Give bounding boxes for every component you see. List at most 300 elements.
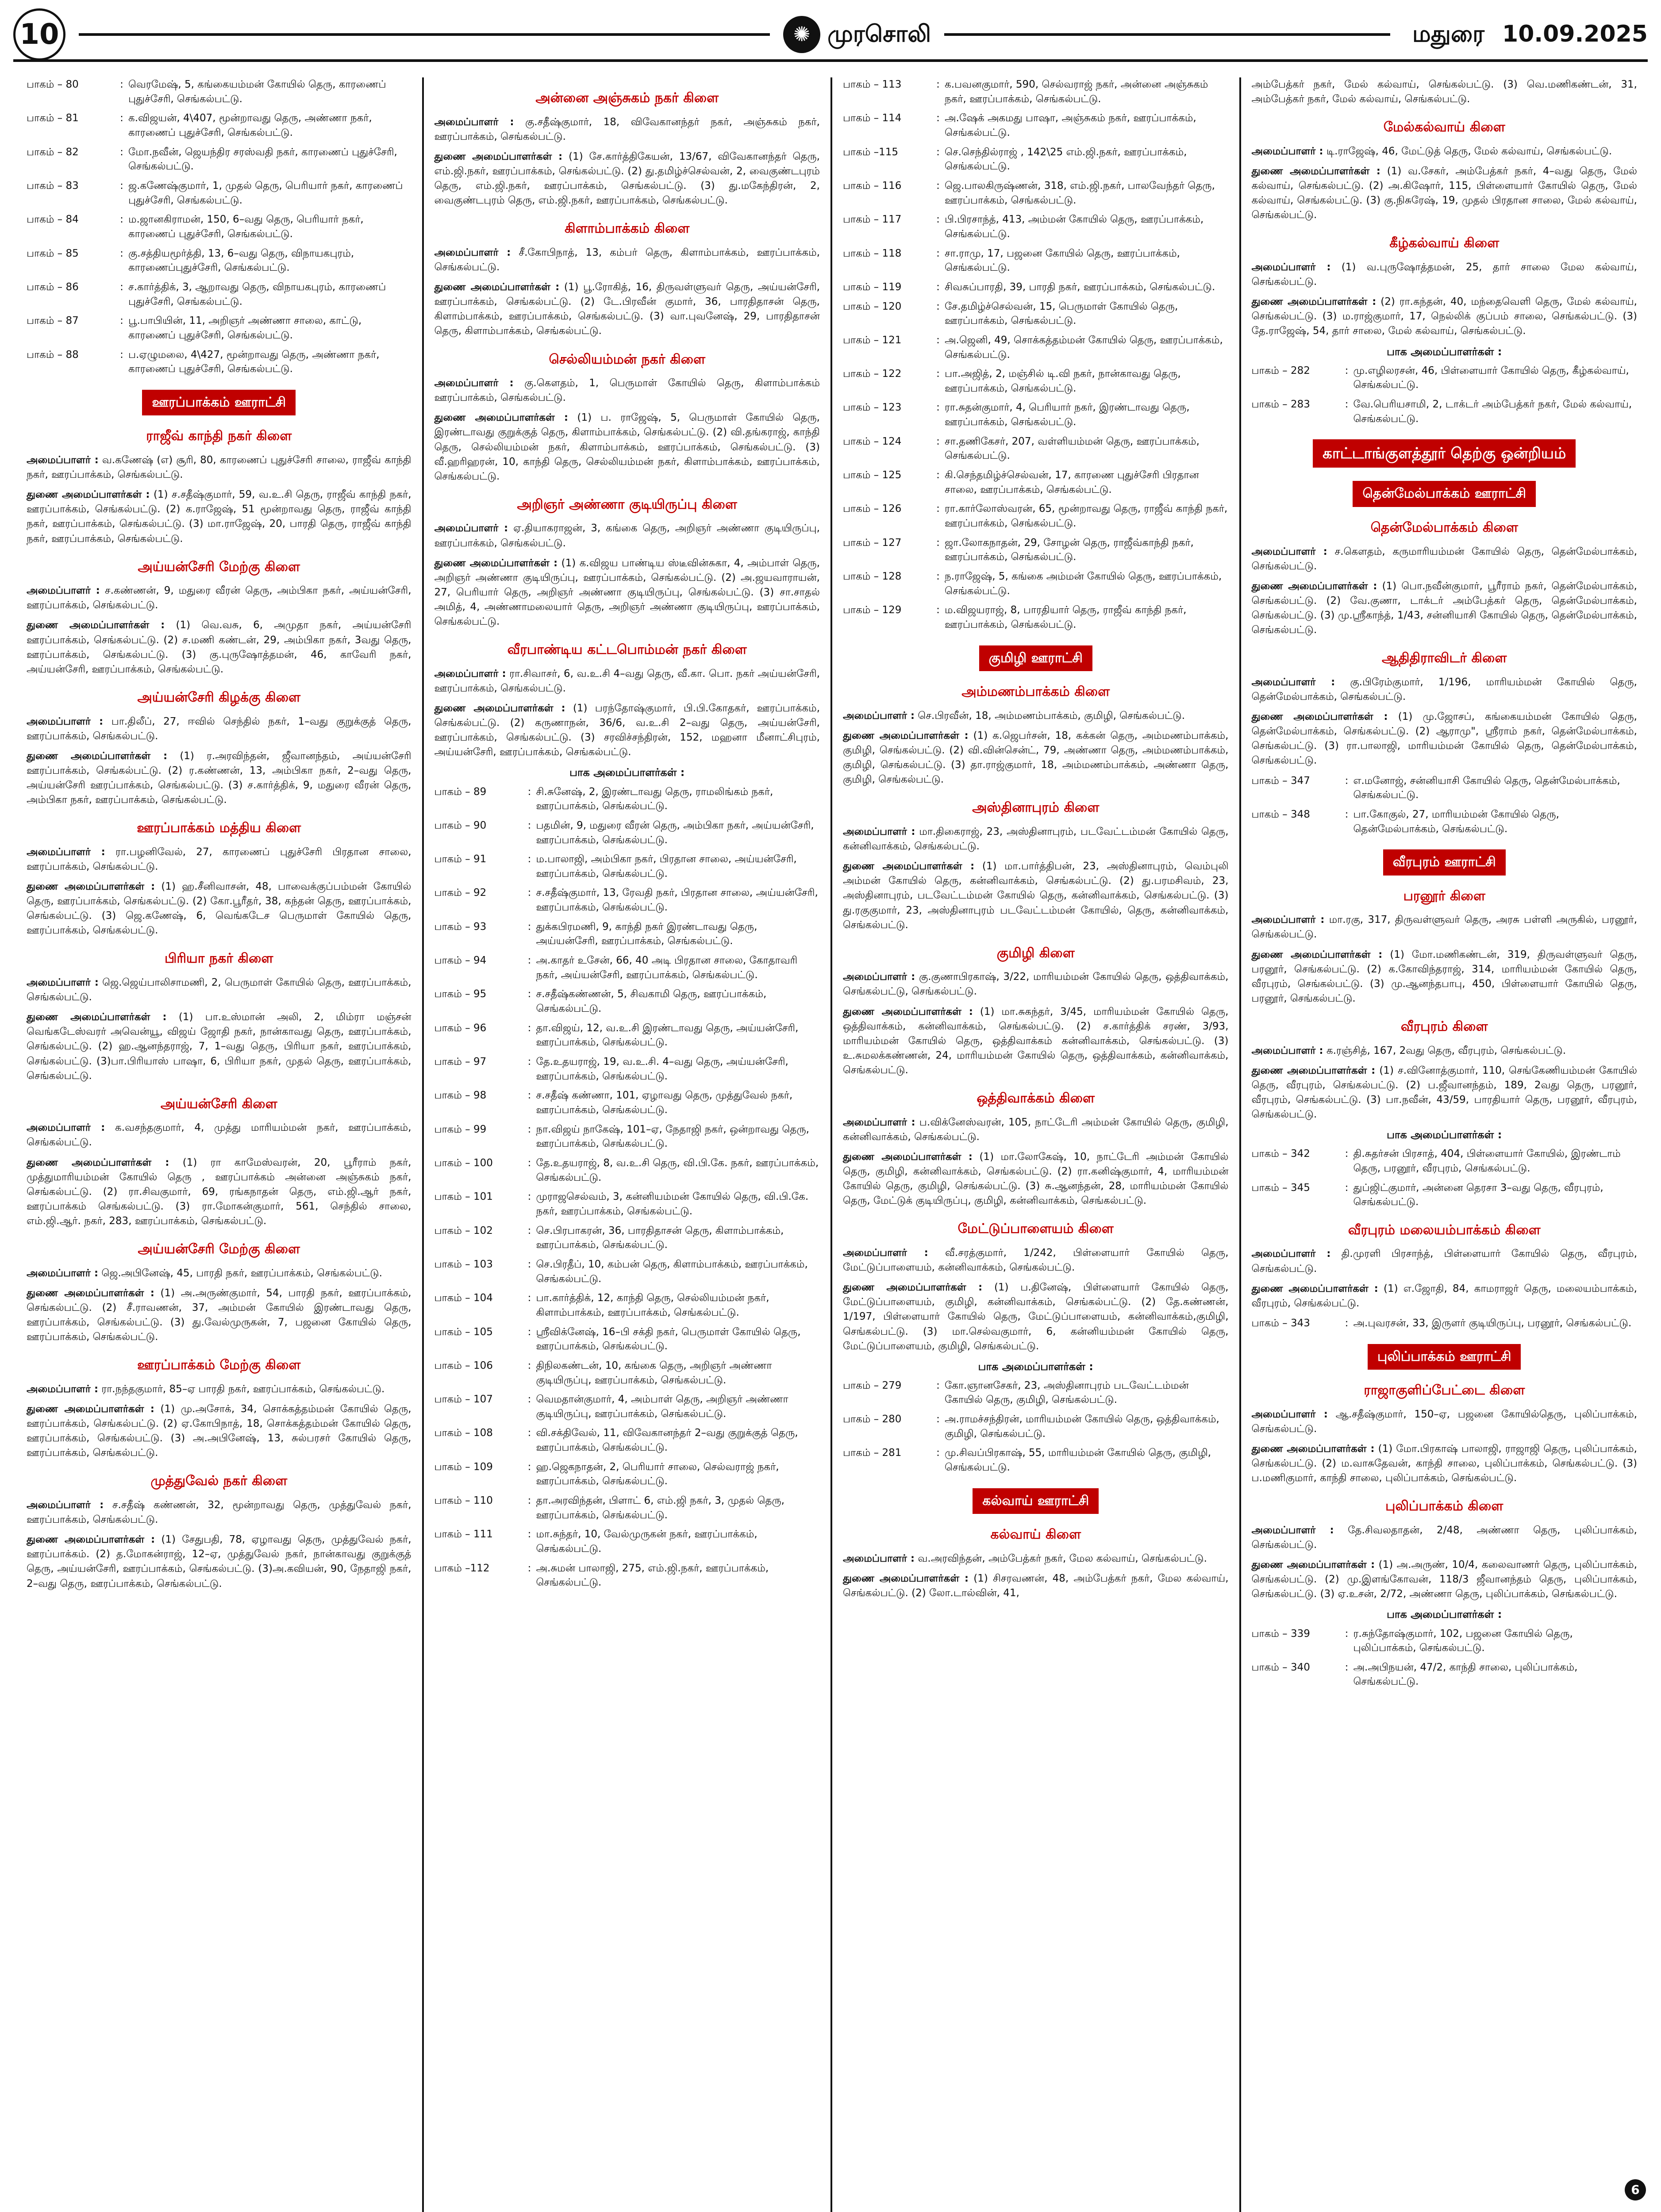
organizer-label: அமைப்பாளர் :	[27, 1122, 105, 1134]
organizer-label: அமைப்பாளர் :	[1251, 676, 1335, 688]
deputy-label: துணை அமைப்பாளர்கள் :	[843, 860, 975, 872]
organizer-paragraph	[1252, 1523, 1638, 1552]
column-2	[422, 77, 831, 2212]
section-subheading: பாக அமைப்பாளர்கள் :	[1387, 345, 1502, 358]
booth-number: பாகம் – 340	[1251, 1661, 1310, 1673]
booth-entry	[434, 818, 820, 847]
booth-number: பாகம் – 92	[434, 887, 487, 899]
booth-number: பாகம் – 97	[434, 1056, 487, 1068]
booth-entry	[27, 179, 411, 207]
booth-organizer: பா.கோகுல், 27, மாரியம்மன் கோயில் தெரு, தென்மேல்பாக்கம், செங்கல்பட்டு.	[1353, 808, 1559, 835]
branch-title: பரனூர் கிளை	[1403, 888, 1485, 904]
organizer-label: அமைப்பாளர் :	[27, 1383, 99, 1395]
organizer-text: ச.கண்ணன், 9, மதுரை வீரன் தெரு, அம்பிகா நகர், அய்யன்சேரி, ஊரப்பாக்கம், செங்கல்பட்டு.	[27, 585, 411, 611]
booth-number: பாகம் – 84	[27, 214, 79, 226]
deputy-organizers-paragraph	[1252, 1558, 1638, 1601]
colon-separator: :	[936, 503, 940, 515]
booth-entry	[843, 333, 1229, 362]
booth-number: பாகம் – 104	[434, 1292, 493, 1304]
booth-organizer: தே.உதயராஜ், 8, வ.உ.சி தெரு, வி.பி.கே. நகர், ஊரப்பாக்கம், செங்கல்பட்டு.	[536, 1157, 819, 1183]
deputy-text: (1) மு.அசோக், 34, சொக்கத்தம்மன் கோயில் தெரு, ஊரப்பாக்கம், செங்கல்பட்டு. (2) ஏ.கோபிநாத், 18, சொக்கத்தம்மன் கோயில் தெரு, ஊரப்பாக்கம், செங்கல்பட்டு. (3) அ.அபினேஷ், 13, சுல்பரசர் கோயில் தெரு, ஊரப்பாக்கம், செங்கல்பட்டு.	[27, 1403, 411, 1459]
deputy-label: துணை அமைப்பாளர்கள் :	[1251, 580, 1377, 592]
booth-organizer: கி.செந்தமிழ்ச்செல்வன், 17, காரணை புதுச்சேரி பிரதான சாலை, ஊரப்பாக்கம், செங்கல்பட்டு.	[945, 469, 1199, 495]
booth-number: பாகம் – 95	[434, 988, 487, 1000]
deputy-organizers-paragraph	[843, 1005, 1229, 1078]
booth-organizer: அ.ஜெனி, 49, சொக்கத்தம்மன் கோயில் தெரு, ஊரப்பாக்கம், செங்கல்பட்டு.	[945, 334, 1223, 361]
booth-organizer: சிவசுப்பாரதி, 39, பாரதி நகர், ஊரப்பாக்கம், செங்கல்பட்டு.	[945, 281, 1215, 293]
booth-number: பாகம் – 103	[434, 1258, 493, 1270]
booth-number: பாகம் – 93	[434, 921, 487, 933]
organizer-paragraph	[1252, 1247, 1638, 1276]
organizer-text: கு.பிரேம்குமார், 1/196, மாரியம்மன் கோயில் தெரு, தென்மேல்பாக்கம், செங்கல்பட்டு.	[1251, 676, 1637, 703]
booth-entry	[434, 1257, 820, 1286]
booth-number: பாகம் – 80	[27, 79, 79, 90]
colon-separator: :	[1345, 1148, 1349, 1160]
booth-entry	[843, 502, 1229, 530]
organizer-text: டி.ராஜேஷ், 46, மேட்டுத் தெரு, மேல் கல்வாய், செங்கல்பட்டு.	[1326, 145, 1612, 157]
booth-number: பாகம் – 91	[434, 853, 487, 865]
booth-entry	[1252, 364, 1638, 392]
deputy-text: (1) மா.லோகேஷ், 10, நாட்டேரி அம்மன் கோயில் தெரு, குமிழி, கன்னிவாக்கம், செங்கல்பட்டு. (2) ரா.கனிஷ்குமார், 4, மாரியம்மன் கோயில் தெரு, குமிழி, செங்கல்பட்டு. (3) சு.ஆனந்தன், 28, மாரியம்மன் கோயில் தெரு, மேட்டுக் குடியிருப்பு, குமிழி, கன்னிவாக்கம், செங்கல்பட்டு.	[843, 1151, 1229, 1207]
booth-organizer: முராஜசெல்வம், 3, கன்னியம்மன் கோயில் தெரு, வி.பி.கே. நகர், ஊரப்பாக்கம், செங்கல்பட்டு.	[536, 1191, 809, 1217]
deputy-label: துணை அமைப்பாளர்கள் :	[434, 557, 558, 569]
organizer-label: அமைப்பாளர் :	[1251, 914, 1325, 926]
booth-number: பாகம் – 128	[843, 571, 902, 583]
booth-entry	[1252, 1660, 1638, 1689]
organizer-label: அமைப்பாளர் :	[1251, 145, 1323, 157]
branch-title: வீரபாண்டிய கட்டபொம்மன் நகர் கிளை	[507, 642, 747, 658]
booth-organizer: ப.ஏழுமலை, 4\427, மூன்றாவது தெரு, அண்ணா நகர், காரணைப் புதுச்சேரி, செங்கல்பட்டு.	[128, 349, 380, 375]
colon-separator: :	[527, 887, 531, 899]
booth-entry	[1252, 1316, 1638, 1331]
booth-entry	[27, 280, 411, 309]
organizer-text: கு.சதீஷ்குமார், 18, விவேகானந்தர் நகர், அஞ்சுகம் நகர், ஊரப்பாக்கம், செங்கல்பட்டு.	[434, 116, 820, 142]
deputy-organizers-paragraph	[434, 150, 820, 208]
booth-entry	[843, 434, 1229, 463]
colon-separator: :	[936, 368, 940, 380]
page-header	[13, 10, 1648, 62]
booth-entry	[434, 1561, 820, 1590]
organizer-label: அமைப்பாளர் :	[843, 710, 915, 722]
deputy-label: துணை அமைப்பாளர்கள் :	[27, 1156, 169, 1168]
booth-number: பாகம் – 114	[843, 112, 902, 124]
booth-number: பாகம் – 107	[434, 1394, 493, 1406]
colon-separator: :	[936, 247, 940, 259]
colon-separator: :	[527, 1495, 531, 1507]
colon-separator: :	[527, 1056, 531, 1068]
deputy-text: (1) க.விஜய பாண்டிய ஸ்டீவின்சுகா, 4, அம்பாள் தெரு, அறிஞர் அண்ணா குடியிருப்பு, ஊரப்பாக்கம், செங்கல்பட்டு. (2) அ.ஜயவாராயன், 27, பெரியார் தெரு, அறிஞர் அண்ணா குடியிருப்பு, செங்கல்பட்டு. (3) சா.சாதல் அமித், 4, அண்ணாமலையார் தெரு, அறிஞர் அண்ணா குடியிருப்பு, ஊரப்பாக்கம், செங்கல்பட்டு.	[434, 557, 820, 628]
colon-separator: :	[1345, 1317, 1349, 1329]
organizer-paragraph	[843, 825, 1229, 854]
branch-title: கல்வாய் கிளை	[990, 1527, 1081, 1543]
organizer-text: ரா.பழனிவேல், 27, காரணைப் புதுச்சேரி பிரதான சாலை, ஊரப்பாக்கம், செங்கல்பட்டு.	[27, 846, 411, 872]
booth-number: பாகம் – 82	[27, 146, 79, 158]
booth-entry	[434, 886, 820, 914]
deputy-text: (1) க.ஜெபர்சன், 18, கக்கன் தெரு, அம்மணம்பாக்கம், குமிழி, செங்கல்பட்டு. (2) வி.வின்சென்ட், 79, அண்ணா தெரு, அம்மணம்பாக்கம், குமிழி, செங்கல்பட்டு. (3) தா.ராஜ்குமார், 18, அம்மணம்பாக்கம், அண்ணா தெரு, குமிழி, செங்கல்பட்டு.	[843, 730, 1229, 786]
branch-title: கீழ்கல்வாய் கிளை	[1389, 235, 1500, 251]
deputy-organizers-paragraph	[434, 556, 820, 630]
booth-organizer: தா.அரவிந்தன், பிளாட் 6, எம்.ஜி நகர், 3, முதல் தெரு, ஊரப்பாக்கம், செங்கல்பட்டு.	[536, 1495, 784, 1521]
booth-number: பாகம் – 106	[434, 1359, 493, 1371]
deputy-organizers-paragraph	[1252, 295, 1638, 338]
deputy-organizers-paragraph	[27, 879, 411, 938]
organizer-text: ஆ.சதீஷ்குமார், 150–ஏ, பஜனை கோயில்தெரு, புலிப்பாக்கம், செங்கல்பட்டு.	[1251, 1408, 1638, 1435]
deputy-text: (1) பொ.நவீன்குமார், பூரீராம் நகர், தென்மேல்பாக்கம், செங்கல்பட்டு. (2) வே.குணா, டாக்டர் அம்பேத்கர் தெரு, தென்மேல்பாக்கம், செங்கல்பட்டு. (3) மு.ஸ்ரீகாந்த், 1/43, சன்னியாசி கோயில் தெரு, தென்மேல்பாக்கம், செங்கல்பட்டு.	[1251, 580, 1637, 636]
colon-separator: :	[1345, 398, 1349, 410]
booth-number: பாகம் – 101	[434, 1191, 493, 1203]
booth-organizer: மா.சுந்தர், 10, வேல்முருகன் நகர், ஊரப்பாக்கம், செங்கல்பட்டு.	[536, 1528, 757, 1555]
booth-entry	[843, 280, 1229, 295]
deputy-text: (1) ரா காமேஸ்வரன், 20, பூரீராம் நகர், முத்துமாரியம்மன் கோயில் தெரு , ஊரப்பாக்கம் அன்னை அஞ்சுகம் நகர், செங்கல்பட்டு. (2) ரா.சிவகுமார், 69, ரங்கநாதன் தெரு, எம்.ஜி.ஆர் நகர், ஊரப்பாக்கம் செங்கல்பட்டு. (3) ரா.மோகன்குமார், 561, செந்தில் சாலை, எம்.ஜி.ஆர். நகர், 283, ஊரப்பாக்கம், செங்கல்பட்டு.	[27, 1156, 411, 1227]
organizer-paragraph	[1252, 1044, 1638, 1058]
booth-number: பாகம் – 129	[843, 604, 902, 616]
organizer-paragraph	[27, 714, 411, 744]
booth-organizer: வே.பெரியசாமி, 2, டாக்டர் அம்பேத்கர் நகர், மேல் கல்வாய், செங்கல்பட்டு.	[1353, 398, 1632, 425]
colon-separator: :	[527, 1528, 531, 1540]
deputy-organizers-paragraph	[27, 1402, 411, 1460]
booth-number: பாகம் – 117	[843, 214, 902, 226]
booth-number: பாகம் – 283	[1251, 398, 1310, 410]
booth-number: பாகம் – 125	[843, 469, 902, 481]
booth-organizer: பி.பிரசாந்த், 413, அம்மன் கோயில் தெரு, ஊரப்பாக்கம், செங்கல்பட்டு.	[945, 214, 1204, 240]
deputy-text: (1) ப.தினேஷ், பிள்ளையார் கோயில் தெரு, மேட்டுப்பாளையம், குமிழி, கன்னிவாக்கம், செங்கல்பட்டு. (2) தே.கண்ணன், 1/197, பிள்ளையார் கோயில் தெரு, மேட்டுப்பாளையம், கன்னிவாக்கம்,குமிழி, செங்கல்பட்டு. (3) மா.செல்வகுமார், 6, கன்னியம்மன் கோயில் தெரு, மேட்டுப்பாளையம், குமிழி, செங்கல்பட்டு.	[843, 1282, 1229, 1352]
booth-organizer: அ.அபிநயன், 47/2, காந்தி சாலை, புலிப்பாக்கம், செங்கல்பட்டு.	[1353, 1661, 1578, 1688]
deputy-text: (1) அ.அருண்குமார், 54, பாரதி நகர், ஊரப்பாக்கம், செங்கல்பட்டு. (2) சீ.ராவணன், 37, அம்மன் கோயில் இரண்டாவது தெரு, ஊரப்பாக்கம், செங்கல்பட்டு. (3) து.வேல்முருகன், 7, பஜனை கோயில் தெரு, ஊரப்பாக்கம், செங்கல்பட்டு.	[27, 1287, 411, 1343]
edition-date: 10.09.2025	[1502, 21, 1648, 48]
deputy-text: (1) பரந்தோஷ்குமார், பி.பி.கோதகர், ஊரப்பாக்கம், செங்கல்பட்டு. (2) கருணாநன், 36/6, வ.உ.சி 2–வது தெரு, அய்யன்சேரி, ஊரப்பாக்கம், செங்கல்பட்டு. (3) சரவிச்சந்திரன், 152, மஹனா மீனாட்சிபுரம், அய்யன்சேரி, ஊரப்பாக்கம், செங்கல்பட்டு.	[434, 703, 820, 758]
booth-organizer: ச.சதீஷ்குமார், 13, ரேவதி நகர், பிரதான சாலை, அய்யன்சேரி, ஊரப்பாக்கம், செங்கல்பட்டு.	[536, 887, 818, 914]
organizer-text: வ.அரவிந்தன், அம்பேத்கர் நகர், மேல கல்வாய், செங்கல்பட்டு.	[918, 1552, 1207, 1564]
booth-organizer: ர.சுந்தோஷ்குமார், 102, பஜனை கோயில் தெரு, புலிப்பாக்கம், செங்கல்பட்டு.	[1353, 1628, 1573, 1654]
organizer-text: பா.திலீப், 27, ஈவில் செந்தில் நகர், 1–வது குறுக்குத் தெரு, ஊரப்பாக்கம், செங்கல்பட்டு.	[27, 715, 411, 742]
booth-entry	[843, 77, 1229, 106]
column-4	[1239, 77, 1648, 2212]
organizer-label: அமைப்பாளர் :	[1251, 261, 1331, 273]
organizer-label: அமைப்பாளர் :	[434, 377, 514, 389]
booth-entry	[843, 367, 1229, 396]
colon-separator: :	[527, 1225, 531, 1237]
booth-number: பாகம் – 280	[843, 1413, 902, 1425]
colon-separator: :	[936, 214, 940, 226]
booth-organizer: வெமதான்குமார், 4, அம்பாள் தெரு, அறிஞர் அண்ணா குடியிருப்பு, ஊரப்பாக்கம், செங்கல்பட்டு.	[536, 1394, 788, 1420]
deputy-text: (1) ப. ராஜேஷ், 5, பெருமாள் கோயில் தெரு, இரண்டாவது குறுக்குத் தெரு, கிளாம்பாக்கம், செங்கல்பட்டு. (2) வி.தங்கராஜ், காந்தி தெரு, செல்லியம்மன் நகர், கிளாம்பாக்கம், ஊரப்பாக்கம், செங்கல்பட்டு. (3) வீ.ஹரிஹரன், 10, காந்தி தெரு, செல்லியம்மன் நகர், கிளாம்பாக்கம், ஊரப்பாக்கம், செங்கல்பட்டு.	[434, 412, 820, 482]
organizer-label: அமைப்பாளர் :	[843, 971, 915, 983]
booth-number: பாகம் – 345	[1251, 1182, 1310, 1194]
organizer-paragraph	[27, 975, 411, 1005]
deputy-organizers-paragraph	[27, 1286, 411, 1344]
booth-number: பாகம் – 111	[434, 1528, 493, 1540]
colon-separator: :	[527, 1359, 531, 1371]
deputy-label: துணை அமைப்பாளர்கள் :	[27, 1287, 154, 1299]
deputy-text: (1) மோ.மணிகண்டன், 319, திருவள்ளுவர் தெரு, பரனூர், செங்கல்பட்டு. (2) க.கோவிந்தராஜ், 314, மாரியம்மன் கோயில் தெரு, வீரபுரம், செங்கல்பட்டு. (3) மு.ஆனந்தபாபு, 450, பிள்ளையார் கோயில் தெரு, பரனூர், செங்கல்பட்டு.	[1251, 949, 1638, 1004]
booth-organizer: சா.தணிகேசர், 207, வள்ளியம்மன் தெரு, ஊரப்பாக்கம், செங்கல்பட்டு.	[945, 435, 1200, 462]
colon-separator: :	[936, 1413, 940, 1425]
deputy-label: துணை அமைப்பாளர்கள் :	[434, 150, 563, 162]
booth-entry	[434, 1088, 820, 1117]
booth-entry	[434, 785, 820, 814]
booth-number: பாகம் –115	[843, 146, 899, 158]
booth-organizer: துக்கபிரமணி, 9, காந்தி நகர் இரண்டாவது தெரு, அய்யன்சேரி, ஊரப்பாக்கம், செங்கல்பட்டு.	[536, 921, 757, 947]
booth-organizer: மோ.நவீன், ஜெயந்திர சரஸ்வதி நகர், காரணைப் புதுச்சேரி, செங்கல்பட்டு.	[128, 146, 397, 173]
colon-separator: :	[527, 1157, 531, 1169]
section-subheading: பாக அமைப்பாளர்கள் :	[1387, 1608, 1502, 1621]
booth-entry	[27, 77, 411, 106]
booth-organizer: செ.செந்தில்ராஜ் , 142\25 எம்.ஜி.நகர், ஊரப்பாக்கம், செங்கல்பட்டு.	[945, 146, 1187, 173]
organizer-text: தே.சிவலதாதன், 2/48, அண்ணா தெரு, புலிப்பாக்கம், செங்கல்பட்டு.	[1251, 1524, 1637, 1551]
organizer-paragraph	[1252, 913, 1638, 942]
branch-title: குமிழி கிளை	[996, 945, 1075, 961]
deputy-label: துணை அமைப்பாளர்கள் :	[434, 281, 560, 293]
booth-organizer: தே.உதயராஜ், 19, வ.உ.சி. 4–வது தெரு, அய்யன்சேரி, ஊரப்பாக்கம், செங்கல்பட்டு.	[536, 1056, 788, 1082]
booth-organizer: ம.ஜானகிராமன், 150, 6–வது தெரு, பெரியார் நகர், காரணைப் புதுச்சேரி, செங்கல்பட்டு.	[128, 214, 364, 240]
branch-title: ஊரப்பாக்கம் மத்திய கிளை	[137, 820, 301, 836]
booth-organizer: ரா.சுதன்குமார், 4, பெரியார் நகர், இரண்டாவது தெரு, ஊரப்பாக்கம், செங்கல்பட்டு.	[945, 402, 1190, 428]
organizer-text: ச.கௌதம், கருமாரியம்மன் கோயில் தெரு, தென்மேல்பாக்கம், செங்கல்பட்டு.	[1251, 545, 1638, 572]
booth-organizer: ஹ.ஜெகநாதன், 2, பெரியார் சாலை, செல்வராஜ் நகர், ஊரப்பாக்கம், செங்கல்பட்டு.	[536, 1461, 779, 1487]
deputy-organizers-paragraph	[27, 618, 411, 676]
organizer-text: (1) வ.புருஷோத்தமன், 25, தார் சாலை மேல கல்வாய், செங்கல்பட்டு.	[1251, 261, 1637, 288]
deputy-label: துணை அமைப்பாளர்கள் :	[434, 703, 565, 714]
booth-number: பாகம் – 279	[843, 1379, 902, 1391]
booth-entry	[1252, 1181, 1638, 1210]
colon-separator: :	[120, 281, 123, 293]
booth-organizer: சா.ராமு, 17, பஜனை கோயில் தெரு, ஊரப்பாக்கம், செங்கல்பட்டு.	[945, 247, 1180, 274]
edition-city: மதுரை	[1412, 21, 1485, 48]
booth-number: பாகம் – 83	[27, 180, 79, 192]
colon-separator: :	[120, 112, 123, 124]
organizer-label: அமைப்பாளர் :	[27, 1267, 99, 1279]
colon-separator: :	[936, 79, 940, 90]
colon-separator: :	[120, 180, 123, 192]
colon-separator: :	[120, 247, 123, 259]
colon-separator: :	[527, 853, 531, 865]
colon-separator: :	[936, 435, 940, 447]
booth-number: பாகம் – 108	[434, 1427, 493, 1439]
deputy-label: துணை அமைப்பாளர்கள் :	[27, 750, 168, 762]
organizer-text: தி.முரளி பிரசாந்த், பிள்ளையார் கோயில் தெரு, வீரபுரம், செங்கல்பட்டு.	[1251, 1248, 1638, 1275]
booth-number: பாகம் –112	[434, 1562, 490, 1574]
deputy-organizers-paragraph	[843, 1571, 1229, 1601]
booth-entry	[434, 1392, 820, 1421]
booth-entry	[434, 953, 820, 982]
booth-number: பாகம் – 102	[434, 1225, 493, 1237]
organizer-paragraph	[27, 845, 411, 874]
deputy-label: துணை அமைப்பாளர்கள் :	[1251, 165, 1380, 177]
booth-organizer: ம.விஜயராஜ், 8, பாரதியார் தெரு, ராஜீவ் காந்தி நகர், ஊரப்பாக்கம், செங்கல்பட்டு.	[945, 604, 1187, 630]
branch-title: அறிஞர் அண்ணா குடியிருப்பு கிளை	[517, 496, 737, 512]
booth-entry	[434, 1359, 820, 1387]
colon-separator: :	[936, 146, 940, 158]
booth-organizer: திநிலகண்டன், 10, கங்கை தெரு, அறிஞர் அண்ணா குடியிருப்பு, ஊரப்பாக்கம், செங்கல்பட்டு.	[536, 1359, 772, 1386]
booth-entry	[1252, 397, 1638, 426]
booth-organizer: ந.ராஜேஷ், 5, கங்கை அம்மன் கோயில் தெரு, ஊரப்பாக்கம், செங்கல்பட்டு.	[945, 571, 1222, 597]
colon-separator: :	[936, 1379, 940, 1391]
deputy-label: துணை அமைப்பாளர்கள் :	[843, 1573, 969, 1585]
booth-organizer: ஜா.லோகநாதன், 29, சோழன் தெரு, ராஜீவ்காந்தி நகர், ஊரப்பாக்கம், செங்கல்பட்டு.	[945, 537, 1194, 563]
booth-entry	[843, 212, 1229, 241]
branch-title: மேட்டுப்பாளையம் கிளை	[957, 1221, 1114, 1237]
deputy-organizers-paragraph	[27, 1010, 411, 1083]
deputy-organizers-paragraph	[27, 488, 411, 546]
booth-entry	[434, 1055, 820, 1083]
deputy-label: துணை அமைப்பாளர்கள் :	[27, 880, 155, 892]
colon-separator: :	[527, 1123, 531, 1135]
deputy-organizers-paragraph	[27, 1156, 411, 1229]
booth-number: பாகம் – 118	[843, 247, 902, 259]
deputy-organizers-paragraph	[1252, 948, 1638, 1006]
booth-number: பாகம் – 86	[27, 281, 79, 293]
colon-separator: :	[527, 1292, 531, 1304]
booth-organizer: துப்ஜிட்குமார், அன்னை தெரசா 3–வது தெரு, வீரபுரம், செங்கல்பட்டு.	[1353, 1182, 1603, 1208]
union-heading: கல்வாய் ஊராட்சி	[973, 1488, 1099, 1514]
deputy-label: துணை அமைப்பாளர்கள் :	[27, 619, 165, 631]
edition-info	[1412, 18, 1648, 51]
organizer-label: அமைப்பாளர் :	[1251, 1045, 1323, 1056]
deputy-organizers-paragraph	[1252, 710, 1638, 768]
colon-separator: :	[120, 315, 123, 327]
organizer-label: அமைப்பாளர் :	[434, 116, 514, 128]
colon-separator: :	[1345, 1182, 1349, 1194]
booth-entry	[27, 111, 411, 140]
branch-title: அய்யன்சேரி கிழக்கு கிளை	[137, 689, 301, 705]
deputy-label: துணை அமைப்பாளர்கள் :	[1251, 1064, 1376, 1076]
organizer-paragraph	[434, 246, 820, 275]
booth-entry	[434, 1224, 820, 1252]
booth-entry	[434, 1021, 820, 1050]
colon-separator: :	[527, 1191, 531, 1203]
column-3	[830, 77, 1239, 2212]
organizer-paragraph	[27, 584, 411, 613]
deputy-organizers-paragraph	[1252, 579, 1638, 637]
booth-organizer: ச.சதீஷ் கண்ணா, 101, ஏழாவது தெரு, முத்துவேல் நகர், ஊரப்பாக்கம், செங்கல்பட்டு.	[536, 1090, 793, 1116]
organizer-text: சீ.கோபிநாத், 13, கம்பர் தெரு, கிளாம்பாக்கம், ஊரப்பாக்கம், செங்கல்பட்டு.	[434, 246, 820, 273]
colon-separator: :	[527, 1022, 531, 1034]
colon-separator: :	[936, 334, 940, 346]
deputy-label: துணை அமைப்பாளர்கள் :	[27, 489, 150, 501]
organizer-text: ரா.சிவாசர், 6, வ.உ.சி 4–வது தெரு, வீ.கா. பொ. நகர் அய்யன்சேரி, ஊரப்பாக்கம், செங்கல்பட்டு.	[434, 668, 820, 694]
booth-organizer: மு.சிவப்பிரகாஷ், 55, மாரியம்மன் கோயில் தெரு, குமிழி, செங்கல்பட்டு.	[945, 1447, 1211, 1474]
deputy-organizers-paragraph	[434, 701, 820, 760]
deputy-organizers-paragraph	[1252, 164, 1638, 223]
organizer-text: கு.கௌதம், 1, பெருமாள் கோயில் தெரு, கிளாம்பாக்கம் ஊரப்பாக்கம், செங்கல்பட்டு.	[434, 377, 820, 404]
deputy-label: துணை அமைப்பாளர்கள் :	[1251, 1443, 1375, 1455]
branch-title: முத்துவேல் நகர் கிளை	[150, 1473, 288, 1489]
booth-number: பாகம் – 124	[843, 435, 902, 447]
colon-separator: :	[936, 180, 940, 192]
deputy-text: (1) ச.வினோத்குமார், 110, செங்கேணியம்மன் கோயில் தெரு, வீரபுரம், செங்கல்பட்டு. (2) ப.ஜீவானந்தம், 189, 2வது தெரு, பரனூர், வீரபுரம், செங்கல்பட்டு. (3) பா.நவீன், 43/59, பாரதியார் தெரு, பரனூர், வீரபுரம், செங்கல்பட்டு.	[1251, 1064, 1637, 1121]
organizer-text: க.ரஞ்சித், 167, 2வது தெரு, வீரபுரம், செங்கல்பட்டு.	[1326, 1045, 1566, 1056]
deputy-label: துணை அமைப்பாளர்கள் :	[1251, 296, 1376, 308]
booth-entry	[434, 1156, 820, 1185]
union-heading: காட்டாங்குளத்தூர் தெற்கு ஒன்றியம்	[1313, 439, 1576, 468]
union-heading: ஊரப்பாக்கம் ஊராட்சி	[142, 390, 296, 416]
booth-entry	[843, 145, 1229, 174]
organizer-text: வீ.சரத்குமார், 1/242, பிள்ளையார் கோயில் தெரு, மேட்டுப்பாளையம், கன்னிவாக்கம், செங்கல்பட்டு.	[843, 1247, 1229, 1274]
booth-entry	[843, 536, 1229, 565]
deputy-text: (1) எ.ஜோதி, 84, காமராஜர் தெரு, மலையம்பாக்கம், வீரபுரம், செங்கல்பட்டு.	[1251, 1283, 1637, 1309]
organizer-text: ப.விக்னேஸ்வரன், 105, நாட்டேரி அம்மன் கோயில் தெரு, குமிழி, கன்னிவாக்கம், செங்கல்பட்டு.	[843, 1116, 1229, 1143]
booth-organizer: செ.பிரபாகரன், 36, பாரதிதாசன் தெரு, கிளாம்பாக்கம், ஊரப்பாக்கம், செங்கல்பட்டு.	[536, 1225, 784, 1251]
booth-organizer: தா.விஜய், 12, வ.உ.சி இரண்டாவது தெரு, அய்யன்சேரி, ஊரப்பாக்கம், செங்கல்பட்டு.	[536, 1022, 799, 1048]
booth-number: பாகம் – 110	[434, 1495, 493, 1507]
booth-entry	[1252, 774, 1638, 803]
booth-number: பாகம் – 90	[434, 819, 487, 831]
colon-separator: :	[120, 146, 123, 158]
booth-entry	[1252, 1147, 1638, 1175]
organizer-paragraph	[843, 970, 1229, 999]
colon-separator: :	[527, 921, 531, 933]
colon-separator: :	[936, 1447, 940, 1459]
booth-number: பாகம் – 94	[434, 955, 487, 967]
booth-organizer: பூ.பாபியின், 11, அறிஞர் அண்ணா சாலை, காட்டு, காரணைப் புதுச்சேரி, செங்கல்பட்டு.	[128, 315, 362, 341]
organizer-label: அமைப்பாளர் :	[843, 1552, 915, 1564]
organizer-label: அமைப்பாளர் :	[843, 1247, 928, 1259]
branch-title: புலிப்பாக்கம் கிளை	[1385, 1498, 1503, 1514]
booth-organizer: அ.ஷேக் அகமது பாஷா, அஞ்சுகம் நகர், ஊரப்பாக்கம், செங்கல்பட்டு.	[945, 112, 1196, 138]
booth-organizer: ச.கார்த்திக், 3, ஆறாவது தெரு, விநாயகபுரம், காரணைப் புதுச்சேரி, செங்கல்பட்டு.	[128, 281, 386, 307]
union-heading: தென்மேல்பாக்கம் ஊராட்சி	[1353, 481, 1536, 507]
booth-entry	[434, 1291, 820, 1320]
organizer-paragraph	[27, 1266, 411, 1281]
branch-title: ஊரப்பாக்கம் மேற்கு கிளை	[137, 1357, 301, 1373]
booth-number: பாகம் – 123	[843, 402, 902, 414]
booth-number: பாகம் – 347	[1251, 775, 1310, 787]
union-heading: குமிழி ஊராட்சி	[979, 645, 1092, 672]
article-columns	[13, 77, 1648, 2212]
continued-paragraph: அம்பேத்கர் நகர், மேல் கல்வாய், செங்கல்பட்டு. (3) வெ.மணிகண்டன், 31, அம்பேத்கர் நகர், மேல் கல்வாய், செங்கல்பட்டு.	[1251, 79, 1637, 105]
page-marker-badge: 6	[1625, 2179, 1646, 2200]
branch-title: அய்யன்சேரி மேற்கு கிளை	[138, 1241, 300, 1257]
booth-organizer: பதமின், 9, மதுரை வீரன் தெரு, அம்பிகா நகர், அய்யன்சேரி, ஊரப்பாக்கம், செங்கல்பட்டு.	[536, 819, 814, 846]
deputy-label: துணை அமைப்பாளர்கள் :	[27, 1403, 154, 1415]
organizer-label: அமைப்பாளர் :	[434, 668, 506, 680]
organizer-text: மா.திகைராஜ், 23, அஸ்தினாபுரம், படவேட்டம்மன் கோயில் தெரு, கன்னிவாக்கம், செங்கல்பட்டு.	[843, 826, 1229, 853]
booth-organizer: பா.அஜித், 2, மஞ்சில் டி.வி நகர், நான்காவது தெரு, ஊரப்பாக்கம், செங்கல்பட்டு.	[945, 368, 1181, 394]
branch-title: தென்மேல்பாக்கம் கிளை	[1370, 520, 1518, 536]
booth-entry	[434, 1325, 820, 1354]
organizer-label: அமைப்பாளர் :	[1251, 545, 1327, 557]
colon-separator: :	[1345, 775, 1349, 787]
booth-number: பாகம் – 88	[27, 349, 79, 361]
page-number-badge: 10	[13, 8, 65, 61]
booth-number: பாகம் – 98	[434, 1090, 487, 1102]
booth-organizer: க.விஜயன், 4\407, மூன்றாவது தெரு, அண்ணா நகர், காரணைப் புதுச்சேரி, செங்கல்பட்டு.	[128, 112, 372, 138]
colon-separator: :	[936, 402, 940, 414]
booth-entry	[1252, 1627, 1638, 1655]
booth-number: பாகம் – 81	[27, 112, 79, 124]
organizer-label: அமைப்பாளர் :	[27, 715, 104, 727]
booth-number: பாகம் – 85	[27, 247, 79, 259]
booth-number: பாகம் – 120	[843, 300, 902, 312]
deputy-text: (1) மோ.பிரகாஷ் பாலாஜி, ராஜாஜி தெரு, புலிப்பாக்கம், செங்கல்பட்டு. (2) ம.வாசுதேவன், காந்தி சாலை, புலிப்பாக்கம், செங்கல்பட்டு. (3) ப.மணிகுமார், காந்தி சாலை, புலிப்பாக்கம், செங்கல்பட்டு.	[1251, 1443, 1637, 1484]
deputy-organizers-paragraph	[1252, 1282, 1638, 1311]
organizer-paragraph	[27, 1121, 411, 1150]
deputy-label: துணை அமைப்பாளர்கள் :	[27, 1011, 167, 1023]
union-heading: புலிப்பாக்கம் ஊராட்சி	[1368, 1344, 1521, 1370]
booth-number: பாகம் – 89	[434, 786, 487, 798]
colon-separator: :	[1345, 1628, 1349, 1640]
booth-entry	[27, 212, 411, 241]
deputy-text: (1) அ.அருண், 10/4, கலைவாணர் தெரு, புலிப்பாக்கம், செங்கல்பட்டு. (2) மு.இளங்கோவன், 118/3 ஜீவானந்தம் தெரு, புலிப்பாக்கம், செங்கல்பட்டு. (3) ஏ.உசன், 2/72, அண்ணா தெரு, புலிப்பாக்கம், செங்கல்பட்டு.	[1251, 1559, 1637, 1600]
booth-organizer: ரா.கார்லோஸ்வரன், 65, மூன்றாவது தெரு, ராஜீவ் காந்தி நகர், ஊரப்பாக்கம், செங்கல்பட்டு.	[945, 503, 1228, 530]
column-1	[13, 77, 422, 2212]
deputy-label: துணை அமைப்பாளர்கள் :	[434, 412, 569, 424]
organizer-paragraph	[434, 667, 820, 696]
booth-organizer: வெரமேஷ், 5, கங்கையம்மன் கோயில் தெரு, காரணைப் புதுச்சேரி, செங்கல்பட்டு.	[128, 79, 386, 105]
booth-entry	[843, 603, 1229, 632]
booth-number: பாகம் – 100	[434, 1157, 493, 1169]
booth-organizer: எ.மனோஜ், சன்னியாசி கோயில் தெரு, தென்மேல்பாக்கம், செங்கல்பட்டு.	[1353, 775, 1620, 801]
